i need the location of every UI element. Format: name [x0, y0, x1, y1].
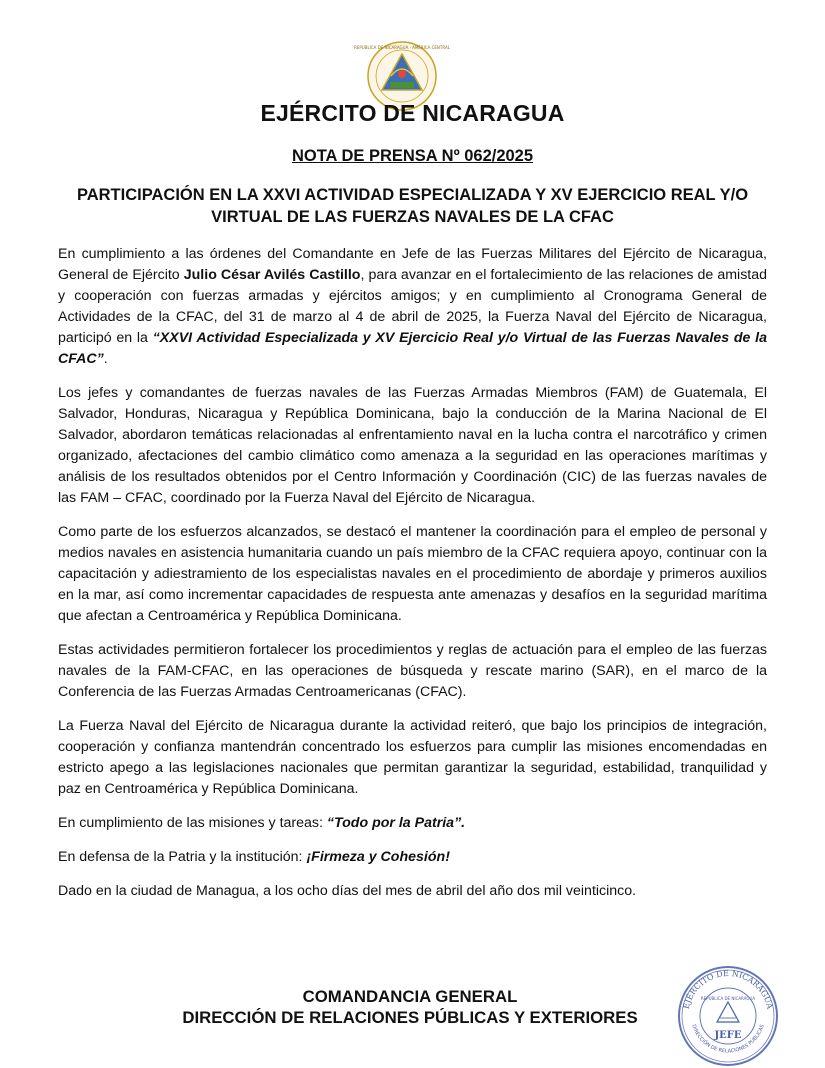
signature-block [110, 986, 710, 1028]
stamp-inner-text: REPÚBLICA DE NICARAGUA [700, 996, 756, 1001]
paragraph-5: La Fuerza Naval del Ejército de Nicaragua durante la actividad reiteró, que bajo los principios de integración, cooperación y confianza mantendrán concentrado los esfuerzos para cumplir las misiones encomendadas en estricto apego a las legislaciones nacionales que permitan garantizar la seguridad, estabilidad, tranquilidad y paz en Centroamérica y República Dominicana. [58, 718, 767, 797]
closing-date-line: Dado en la ciudad de Managua, a los ocho días del mes de abril del año dos mil veinticinco. [58, 883, 637, 899]
org-title: EJÉRCITO DE NICARAGUA [260, 100, 565, 126]
paragraph-7-text: En defensa de la Patria y la institución: [58, 849, 307, 865]
press-release-number: NOTA DE PRENSA Nº 062/2025 [291, 147, 534, 165]
paragraph-3: Como parte de los esfuerzos alcanzados, se destacó el mantener la coordinación para el empleo de personal y medios navales en asistencia humanitaria cuando un país miembro de la CFAC requiera apoyo, continuar con la capacitación y adiestramiento de los especialistas navales en el procedimiento de abordaje y primeros auxilios en la mar, así como incrementar capacidades de respuesta ante amenazas y desafíos en la seguridad marítima que afectan a Centroamérica y República Dominicana. [58, 524, 767, 624]
stamp-ring-text: EJÉRCITO DE NICARAGUA [681, 968, 775, 1010]
crest-inscription: REPÚBLICA DE NICARAGUA · AMÉRICA CENTRAL [354, 45, 450, 50]
svg-text:EJÉRCITO DE NICARAGUA [682, 969, 775, 1010]
paragraph-6 [58, 813, 767, 834]
headline: PARTICIPACIÓN EN LA XXVI ACTIVIDAD ESPECIALIZADA Y XV EJERCICIO REAL Y/O VIRTUAL DE LAS FUERZAS NAVALES DE LA CFAC [76, 186, 749, 226]
commander-name: Julio César Avilés Castillo [183, 267, 361, 283]
paragraph-1 [58, 244, 767, 370]
paragraph-7 [58, 847, 767, 868]
official-seal-stamp-icon [676, 964, 780, 1068]
event-name: “XXVI Actividad Especializada y XV Ejercicio Real y/o Virtual de las Fuerzas Navales de la CFAC” [58, 330, 767, 367]
signature-line-1: COMANDANCIA GENERAL [302, 987, 518, 1006]
paragraph-6-text: En cumplimiento de las misiones y tareas: [58, 815, 327, 831]
motto-todo-por-la-patria: “Todo por la Patria”. [326, 815, 466, 831]
motto-firmeza-y-cohesion: ¡Firmeza y Cohesión! [306, 849, 450, 865]
body-text [58, 244, 767, 915]
paragraph-1-text-c: . [103, 351, 108, 367]
paragraph-2: Los jefes y comandantes de fuerzas navales de las Fuerzas Armadas Miembros (FAM) de Guatemala, El Salvador, Honduras, Nicaragua y República Dominicana, bajo la conducción de la Marina Nacional de El Salvador, abordaron temáticas relacionadas al enfrentamiento naval en la lucha contra el narcotráfico y crimen organizado, afectaciones del cambio climático como amenaza a la seguridad en las operaciones marítimas y análisis de los resultados obtenidos por el Centro Información y Coordinación (CIC) de las fuerzas navales de las FAM – CFAC, coordinado por la Fuerza Naval del Ejército de Nicaragua. [58, 385, 767, 506]
paragraph-1-text-b: , para avanzar en el fortalecimiento de las relaciones de amistad y cooperación con fuerzas armadas y ejércitos amigos; y en cumplimiento al Cronograma General de Actividades de la CFAC, del 31 de marzo al 4 de abril de 2025, la Fuerza Naval del Ejército de Nicaragua, participó en la [58, 267, 768, 346]
signature-line-2: DIRECCIÓN DE RELACIONES PÚBLICAS Y EXTERIORES [182, 1008, 638, 1027]
paragraph-1-text-a: En cumplimiento a las órdenes del Comandante en Jefe de las Fuerzas Militares del Ejército de Nicaragua, General de Ejército [58, 246, 767, 283]
stamp-bottom-text: DIRECCIÓN DE RELACIONES PÚBLICAS [690, 1023, 766, 1055]
paragraph-4: Estas actividades permitieron fortalecer los procedimientos y reglas de actuación para el empleo de las fuerzas navales de la FAM-CFAC, en las operaciones de búsqueda y rescate marino (SAR), en el marco de la Conferencia de las Fuerzas Armadas Centroamericanas (CFAC). [58, 642, 767, 700]
stamp-label: JEFE [714, 1030, 742, 1041]
